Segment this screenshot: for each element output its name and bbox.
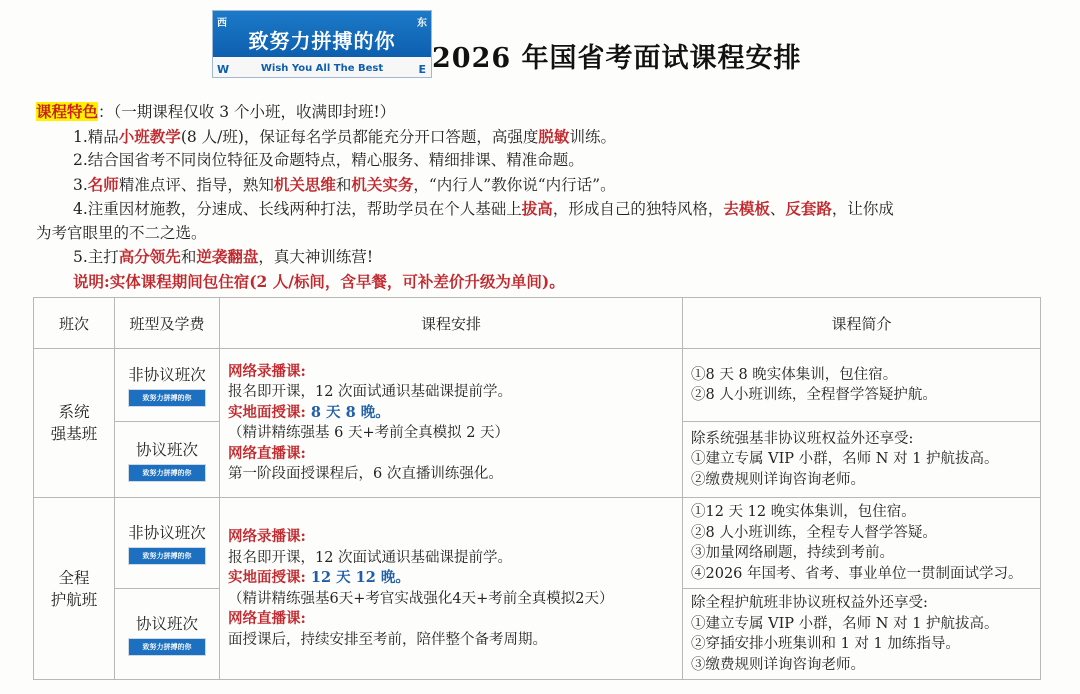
schedule-cell bbox=[220, 498, 683, 680]
table-row bbox=[34, 349, 1041, 422]
feature-text: 2.结合国省考不同岗位特征及命题特点，精心服务、精细排课、精准命题。 bbox=[73, 151, 584, 169]
feature-highlight: 机关思维 bbox=[273, 174, 336, 194]
header-class: 班次 bbox=[34, 298, 115, 349]
class-type-cell bbox=[115, 498, 220, 589]
schedule-key: 实地面授课: bbox=[228, 569, 306, 586]
class-name-line: 系统 bbox=[58, 403, 90, 421]
feature-text: ，让你成 bbox=[831, 200, 894, 218]
logo-corner-east: E bbox=[418, 63, 426, 76]
intro-line: 除全程护航班非协议班权益外还享受: bbox=[691, 595, 928, 611]
course-features bbox=[36, 100, 1046, 293]
intro-cell bbox=[683, 422, 1041, 498]
intro-line: ①建立专属 VIP 小群，名师 N 对 1 护航拔高。 bbox=[691, 615, 999, 632]
features-label: 课程特色 bbox=[36, 102, 99, 121]
feature-item bbox=[36, 149, 1046, 173]
feature-highlight: 逆袭翻盘 bbox=[196, 247, 259, 266]
class-badge: 致努力拼搏的你 bbox=[128, 638, 206, 656]
feature-text: 5.主打 bbox=[73, 248, 119, 266]
feature-highlight: 脱敏 bbox=[538, 126, 570, 146]
accommodation-note: 说明:实体课程期间包住宿(2 人/标间，含早餐，可补差价升级为单间)。 bbox=[73, 271, 565, 291]
schedule-line: 面授课后，持续安排至考前，陪伴整个备考周期。 bbox=[228, 631, 547, 648]
class-type-cell bbox=[115, 589, 220, 680]
feature-text: ，真大神训练营! bbox=[258, 248, 374, 266]
class-badge: 致努力拼搏的你 bbox=[128, 464, 206, 482]
schedule-table bbox=[33, 297, 1041, 680]
table-row bbox=[34, 498, 1041, 589]
schedule-line bbox=[228, 362, 674, 383]
intro-line: ③缴费规则详询咨询老师。 bbox=[691, 656, 865, 673]
class-badge: 致努力拼搏的你 bbox=[128, 389, 206, 407]
schedule-line bbox=[228, 444, 674, 465]
schedule-line: 报名即开课，12 次面试通识基础课提前学。 bbox=[228, 549, 513, 566]
intro-line: ②8 人小班训练，全程专人督学答疑。 bbox=[691, 524, 937, 541]
feature-text: 和 bbox=[180, 248, 197, 266]
schedule-line: （精讲精练强基 6 天+考前全真模拟 2 天） bbox=[228, 425, 510, 441]
feature-text: 训练。 bbox=[569, 127, 616, 146]
feature-highlight: 去模板 bbox=[723, 199, 770, 218]
intro-cell bbox=[683, 498, 1041, 589]
class-type-cell bbox=[115, 422, 220, 498]
feature-text: 4.注重因材施教，分速成、长线两种打法，帮助学员在个人基础上 bbox=[73, 200, 522, 218]
class-name-cell bbox=[34, 498, 115, 680]
class-type-label: 非协议班次 bbox=[128, 524, 206, 542]
feature-highlight: 高分领先 bbox=[118, 247, 181, 266]
logo-corner-west-cn: 西 bbox=[217, 18, 227, 29]
intro-line: ②缴费规则详询咨询老师。 bbox=[691, 471, 865, 488]
class-name-line: 强基班 bbox=[50, 425, 98, 443]
class-name-cell bbox=[34, 349, 115, 498]
feature-text: 和 bbox=[335, 175, 352, 194]
feature-text: (8 人/班)，保证每名学员都能充分开口答题，高强度 bbox=[180, 127, 539, 146]
schedule-line bbox=[228, 527, 674, 548]
schedule-key: 网络直播课: bbox=[228, 610, 306, 627]
schedule-cell bbox=[220, 349, 683, 498]
class-type-label: 协议班次 bbox=[135, 615, 198, 633]
features-heading bbox=[36, 100, 1046, 125]
class-badge: 致努力拼搏的你 bbox=[128, 547, 206, 565]
feature-item bbox=[36, 125, 1046, 150]
header-schedule: 课程安排 bbox=[220, 298, 683, 349]
intro-line: ②8 人小班训练，全程督学答疑护航。 bbox=[691, 387, 937, 403]
feature-item bbox=[36, 197, 1046, 222]
intro-line: ②穿插安排小班集训和 1 对 1 加练指导。 bbox=[691, 636, 960, 652]
schedule-line: （精讲精练强基6天+考官实战强化4天+考前全真模拟2天） bbox=[228, 590, 614, 607]
class-name-line: 全程 bbox=[58, 568, 90, 587]
page-title: 2026 年国省考面试课程安排 bbox=[432, 43, 802, 74]
schedule-line bbox=[228, 609, 674, 630]
header-type-fee: 班型及学费 bbox=[115, 298, 220, 349]
intro-cell bbox=[683, 589, 1041, 680]
intro-line: ①建立专属 VIP 小群，名师 N 对 1 护航拔高。 bbox=[691, 451, 999, 468]
feature-text: ，形成自己的独特风格， bbox=[552, 200, 724, 218]
logo-text: 致努力拼搏的你 bbox=[248, 29, 396, 53]
intro-line: ①8 天 8 晚实体集训，包住宿。 bbox=[691, 366, 898, 383]
schedule-line: 报名即开课，12 次面试通识基础课提前学。 bbox=[228, 384, 513, 400]
feature-text: ，“内行人”教你说“内行话”。 bbox=[413, 175, 616, 194]
feature-item bbox=[36, 245, 1046, 270]
feature-text: 1.精品 bbox=[73, 127, 119, 146]
logo-corner-west: W bbox=[217, 63, 230, 76]
feature-highlight: 机关实务 bbox=[351, 174, 414, 194]
schedule-key: 网络录播课: bbox=[228, 362, 306, 380]
feature-highlight: 名师 bbox=[87, 174, 119, 194]
schedule-key: 网络录播课: bbox=[228, 528, 306, 545]
feature-text: 3. bbox=[73, 175, 88, 194]
table-header-row bbox=[34, 298, 1041, 349]
intro-line: ④2026 年国考、省考、事业单位一贯制面试学习。 bbox=[691, 565, 1023, 582]
banner-logo bbox=[212, 10, 432, 78]
schedule-line: 第一阶段面授课程后，6 次直播训练强化。 bbox=[228, 466, 503, 482]
feature-highlight: 拔高 bbox=[521, 199, 553, 218]
header-intro: 课程简介 bbox=[683, 298, 1041, 349]
intro-line: ③加量网络刷题，持续到考前。 bbox=[691, 545, 894, 561]
class-type-label: 协议班次 bbox=[135, 440, 198, 459]
feature-highlight: 反套路 bbox=[785, 199, 832, 218]
feature-item bbox=[36, 173, 1046, 198]
feature-text: 精准点评、指导，熟知 bbox=[118, 175, 274, 194]
intro-line: 除系统强基非协议班权益外还享受: bbox=[691, 430, 914, 447]
schedule-value: 8 天 8 晚。 bbox=[305, 403, 390, 421]
schedule-line bbox=[228, 568, 674, 589]
logo-subtitle: Wish You All The Best bbox=[260, 63, 384, 74]
schedule-key: 实地面授课: bbox=[228, 403, 306, 421]
features-intro: ：（一期课程仅收 3 个小班，收满即封班!） bbox=[98, 103, 396, 121]
intro-cell bbox=[683, 349, 1041, 422]
class-type-label: 非协议班次 bbox=[128, 366, 206, 384]
class-type-cell bbox=[115, 349, 220, 422]
feature-highlight: 小班教学 bbox=[118, 126, 181, 146]
schedule-value: 12 天 12 晚。 bbox=[305, 569, 410, 586]
class-name-line: 护航班 bbox=[50, 590, 98, 609]
schedule-key: 网络直播课: bbox=[228, 444, 306, 462]
feature-text: 、 bbox=[769, 200, 786, 218]
logo-corner-east-cn: 东 bbox=[417, 18, 427, 29]
schedule-line bbox=[228, 403, 674, 424]
feature-item-continuation: 为考官眼里的不二之选。 bbox=[36, 223, 207, 242]
intro-line: ①12 天 12 晚实体集训，包住宿。 bbox=[691, 504, 916, 520]
